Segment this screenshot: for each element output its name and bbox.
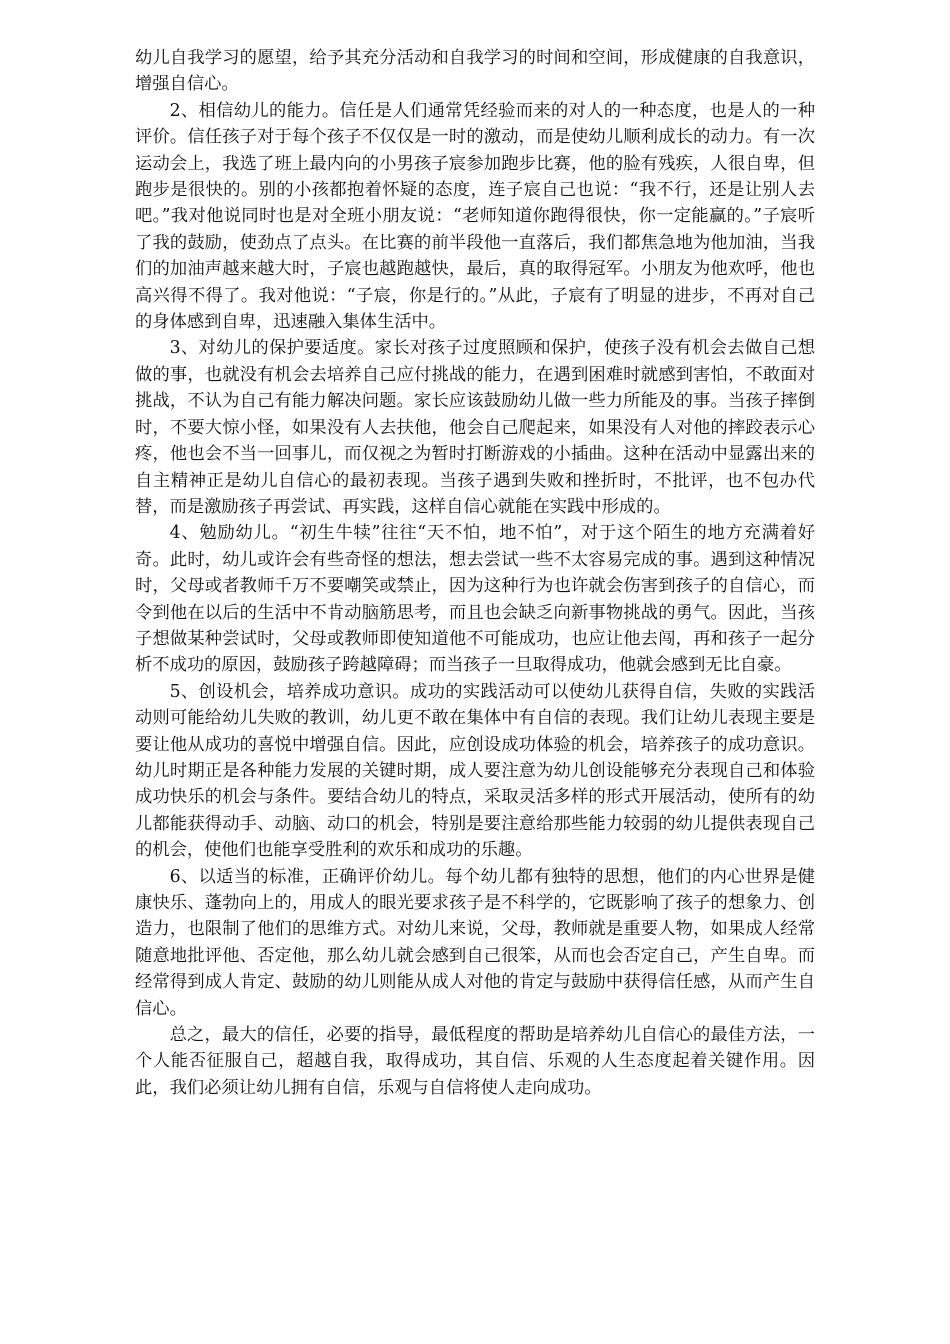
paragraph-conclusion: 总之，最大的信任，必要的指导，最低程度的帮助是培养幼儿自信心的最佳方法，一个人能否征服自己，超越自我，取得成功，其自信、乐观的人生态度起着关键作用。因此，我们必须让幼儿拥有自信，乐观与自信将使人走向成功。 <box>135 1025 815 1098</box>
paragraph-trust-ability: 2、相信幼儿的能力。信任是人们通常凭经验而来的对人的一种态度，也是人的一种评价。信任孩子对于每个孩子不仅仅是一时的激动，而是使幼儿顺利成长的动力。有一次运动会上，我选了班上最内向的小男孩子宸参加跑步比赛，他的脸有残疾，人很自卑，但跑步是很快的。别的小孩都抱着怀疑的态度，连子宸自己也说：“我不行，还是让别人去吧。”我对他说同时也是对全班小朋友说：“老师知道你跑得很快，你一定能赢的。”子宸听了我的鼓励，使劲点了点头。在比赛的前半段他一直落后，我们都焦急地为他加油，当我们的加油声越来越大时，子宸也越跑越快，最后，真的取得冠军。小朋友为他欢呼，他也高兴得不得了。我对他说：“子宸，你是行的。”从此，子宸有了明显的进步，不再对自己的身体感到自卑，迅速融入集体生活中。 <box>135 100 815 333</box>
paragraph-proper-evaluation: 6、以适当的标准，正确评价幼儿。每个幼儿都有独特的思想，他们的内心世界是健康快乐、蓬勃向上的，用成人的眼光要求孩子是不科学的，它既影响了孩子的想象力、创造力，也限制了他们的思维方式。对幼儿来说，父母，教师就是重要人物，如果成人经常随意地批评他、否定他，那么幼儿就会感到自己很笨，从而也会否定自己，产生自卑。而经常得到成人肯定、鼓励的幼儿则能从成人对他的肯定与鼓励中获得信任感，从而产生自信心。 <box>135 866 815 1019</box>
paragraph-moderate-protection: 3、对幼儿的保护要适度。家长对孩子过度照顾和保护，使孩子没有机会去做自己想做的事，也就没有机会去培养自己应付挑战的能力，在遇到困难时就感到害怕，不敢面对挑战，不认为自己有能力解决问题。家长应该鼓励幼儿做一些力所能及的事。当孩子摔倒时，不要大惊小怪，如果没有人去扶他，他会自己爬起来，如果没有人对他的摔跤表示心疼，他也会不当一回事儿，而仅视之为暂时打断游戏的小插曲。这种在活动中显露出来的自主精神正是幼儿自信心的最初表现。当孩子遇到失败和挫折时，不批评，也不包办代替，而是激励孩子再尝试、再实践，这样自信心就能在实践中形成的。 <box>135 338 815 517</box>
document-page <box>135 45 815 1101</box>
paragraph-create-opportunity: 5、创设机会，培养成功意识。成功的实践活动可以使幼儿获得自信，失败的实践活动则可能给幼儿失败的教训，幼儿更不敢在集体中有自信的表现。我们让幼儿表现主要是要让他从成功的喜悦中增强自信。因此，应创设成功体验的机会，培养孩子的成功意识。幼儿时期正是各种能力发展的关键时期，成人要注意为幼儿创设能够充分表现自己和体验成功快乐的机会与条件。要结合幼儿的特点，采取灵活多样的形式开展活动，使所有的幼儿都能获得动手、动脑、动口的机会，特别是要注意给那些能力较弱的幼儿提供表现自己的机会，使他们也能享受胜利的欢乐和成功的乐趣。 <box>135 681 815 861</box>
paragraph-continuation: 幼儿自我学习的愿望，给予其充分活动和自我学习的时间和空间，形成健康的自我意识，增强自信心。 <box>135 48 815 95</box>
paragraph-encourage: 4、勉励幼儿。“初生牛犊”往往“天不怕，地不怕”，对于这个陌生的地方充满着好奇。此时，幼儿或许会有些奇怪的想法，想去尝试一些不太容易完成的事。遇到这种情况时，父母或者教师千万不要嘲笑或禁止，因为这种行为也许就会伤害到孩子的自信心，而令到他在以后的生活中不肯动脑筋思考，而且也会缺乏向新事物挑战的勇气。因此，当孩子想做某种尝试时，父母或教师即使知道他不可能成功，也应让他去闯，再和孩子一起分析不成功的原因，鼓励孩子跨越障碍；而当孩子一旦取得成功，他就会感到无比自豪。 <box>135 523 815 676</box>
